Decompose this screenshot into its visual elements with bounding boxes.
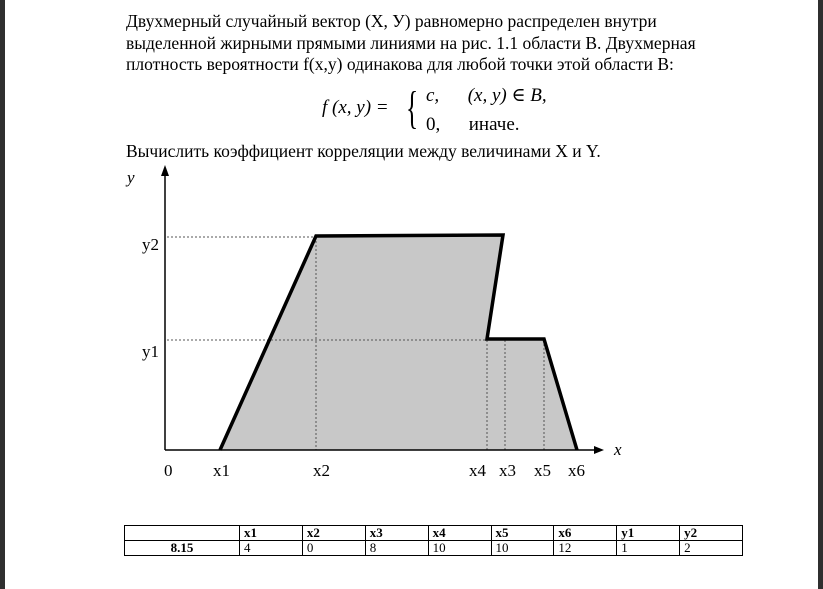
y-axis-arrow-icon bbox=[161, 165, 169, 176]
table-header-cell: x2 bbox=[302, 526, 365, 541]
problem-line-3: плотность вероятности f(x,y) одинакова для любой точки этой области В: bbox=[126, 54, 674, 74]
table-cell: 2 bbox=[680, 541, 743, 556]
table-header-cell: x3 bbox=[365, 526, 428, 541]
table-cell: 0 bbox=[302, 541, 365, 556]
table-header-cell: x5 bbox=[491, 526, 554, 541]
x3-label: x3 bbox=[499, 461, 516, 480]
x-axis-arrow-icon bbox=[594, 446, 604, 454]
table-header-cell: y2 bbox=[680, 526, 743, 541]
case-1-value: c, bbox=[426, 85, 440, 106]
y1-label: y1 bbox=[142, 342, 159, 361]
task-statement: Вычислить коэффициент корреляции между величинами X и Y. bbox=[126, 141, 601, 161]
origin-label: 0 bbox=[164, 461, 173, 480]
x5-label: x5 bbox=[534, 461, 551, 480]
table-header-cell bbox=[125, 526, 240, 541]
table-row bbox=[125, 541, 743, 556]
table-cell: 1 bbox=[617, 541, 680, 556]
table-header-cell: y1 bbox=[617, 526, 680, 541]
case-2-value: 0, bbox=[426, 114, 441, 135]
x-axis-name: x bbox=[614, 440, 622, 459]
table-cell: 10 bbox=[428, 541, 491, 556]
formula-lhs: f (x, y) = bbox=[322, 97, 389, 118]
problem-line-2: выделенной жирными прямыми линиями на рис. 1.1 области В. Двухмерная bbox=[126, 32, 696, 53]
table-header-row bbox=[125, 526, 743, 541]
case-1-condition: (x, y) ∈ B, bbox=[467, 85, 547, 106]
table-cell: 4 bbox=[240, 541, 303, 556]
table-cell-variant: 8.15 bbox=[125, 541, 240, 556]
case-2-condition: иначе. bbox=[468, 114, 520, 135]
x4-label: x4 bbox=[469, 461, 486, 480]
x1-label: x1 bbox=[213, 461, 230, 480]
table-cell: 12 bbox=[554, 541, 617, 556]
table-header-cell: x4 bbox=[428, 526, 491, 541]
table-cell: 10 bbox=[491, 541, 554, 556]
parameters-table bbox=[124, 525, 743, 556]
x2-label: x2 bbox=[313, 461, 330, 480]
curly-brace-icon: { bbox=[406, 82, 419, 133]
problem-line-1: Двухмерный случайный вектор (X, У) равномерно распределен внутри bbox=[126, 11, 657, 31]
y2-label: y2 bbox=[142, 235, 159, 254]
table-header-cell: x1 bbox=[240, 526, 303, 541]
region-b-fill bbox=[220, 235, 577, 450]
y-axis-name: y bbox=[127, 168, 135, 187]
table-cell: 8 bbox=[365, 541, 428, 556]
x6-label: x6 bbox=[568, 461, 585, 480]
table-header-cell: x6 bbox=[554, 526, 617, 541]
